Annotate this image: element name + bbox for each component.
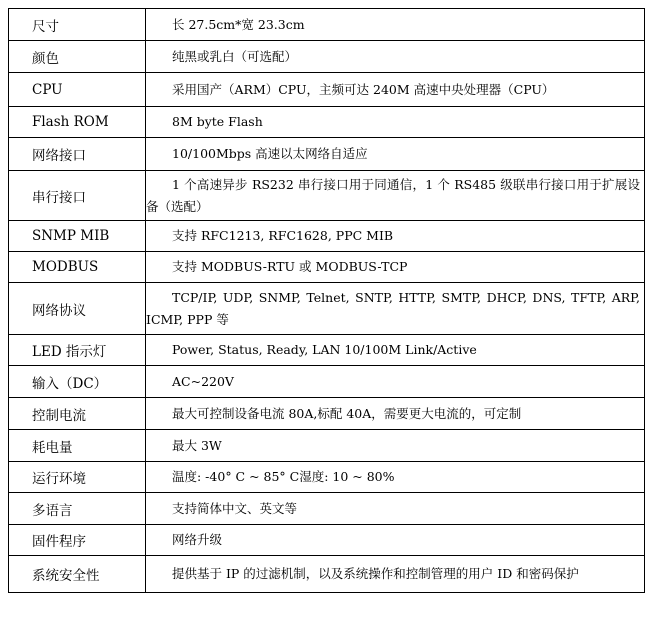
row-value: AC~220V (146, 366, 645, 398)
table-row (9, 9, 645, 41)
row-value: 10/100Mbps 高速以太网络自适应 (146, 138, 645, 171)
row-label: Flash ROM (9, 107, 146, 138)
table-row (9, 556, 645, 593)
row-value: 温度: -40° C ~ 85° C湿度: 10 ~ 80% (146, 462, 645, 493)
row-label: 系统安全性 (9, 556, 146, 593)
table-row (9, 462, 645, 493)
row-label: 多语言 (9, 493, 146, 525)
row-label: LED 指示灯 (9, 335, 146, 366)
spec-table (8, 8, 645, 593)
row-label: 控制电流 (9, 398, 146, 430)
table-row (9, 366, 645, 398)
row-value: 采用国产（ARM）CPU，主频可达 240M 高速中央处理器（CPU） (146, 73, 645, 107)
table-row (9, 430, 645, 462)
row-value: 纯黑或乳白（可选配） (146, 41, 645, 73)
row-label: 网络协议 (9, 283, 146, 335)
table-row (9, 73, 645, 107)
row-value: TCP/IP, UDP, SNMP, Telnet, SNTP, HTTP, SMTP, DHCP, DNS, TFTP, ARP, ICMP, PPP 等 (146, 283, 645, 335)
row-label: 耗电量 (9, 430, 146, 462)
table-row (9, 252, 645, 283)
row-label: 运行环境 (9, 462, 146, 493)
table-row (9, 493, 645, 525)
row-value: 8M byte Flash (146, 107, 645, 138)
row-label: 尺寸 (9, 9, 146, 41)
row-label: 固件程序 (9, 525, 146, 556)
row-label: 颜色 (9, 41, 146, 73)
row-value: 最大可控制设备电流 80A,标配 40A，需要更大电流的，可定制 (146, 398, 645, 430)
row-value: 支持 RFC1213, RFC1628, PPC MIB (146, 221, 645, 252)
table-row (9, 335, 645, 366)
table-row (9, 398, 645, 430)
table-row (9, 138, 645, 171)
table-row (9, 283, 645, 335)
row-value: 支持简体中文、英文等 (146, 493, 645, 525)
table-row (9, 107, 645, 138)
table-row (9, 41, 645, 73)
row-label: SNMP MIB (9, 221, 146, 252)
row-value: 长 27.5cm*宽 23.3cm (146, 9, 645, 41)
row-value: Power, Status, Ready, LAN 10/100M Link/Active (146, 335, 645, 366)
row-value: 提供基于 IP 的过滤机制，以及系统操作和控制管理的用户 ID 和密码保护 (146, 556, 645, 593)
row-value: 1 个高速异步 RS232 串行接口用于同通信，1 个 RS485 级联串行接口用于扩展设备（选配） (146, 171, 645, 221)
row-value: 支持 MODBUS-RTU 或 MODBUS-TCP (146, 252, 645, 283)
table-row (9, 525, 645, 556)
table-row (9, 221, 645, 252)
row-value: 网络升级 (146, 525, 645, 556)
row-label: CPU (9, 73, 146, 107)
row-label: 网络接口 (9, 138, 146, 171)
row-label: 输入（DC） (9, 366, 146, 398)
row-label: 串行接口 (9, 171, 146, 221)
row-value: 最大 3W (146, 430, 645, 462)
table-row (9, 171, 645, 221)
row-label: MODBUS (9, 252, 146, 283)
